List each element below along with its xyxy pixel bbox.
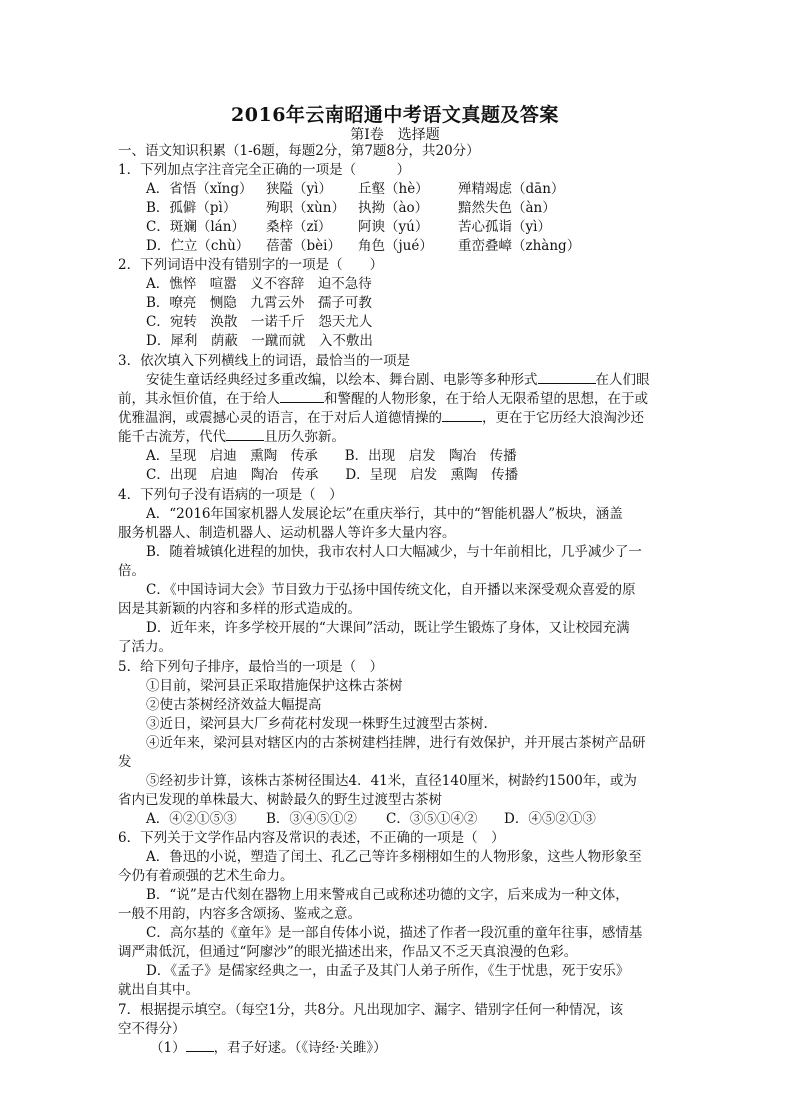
q1-b-3: 执拗（ào） (358, 200, 429, 216)
answer-blank[interactable] (538, 371, 596, 384)
q5-sentence-5-line-1: ⑤经初步计算，该株古茶树径围达4．41米，直径140厘米，树龄约1500年，或为 (146, 773, 637, 789)
q6-option-c-line-2: 调严肃低沉，但通过“阿廖沙”的眼光描述出来，作品又不乏天真浪漫的色彩。 (118, 944, 578, 960)
q5-sentence-3: ③近日，梁河县大厂乡荷花村发现一株野生过渡型古茶树. (146, 716, 488, 732)
question-7-stem-line-2: 空不得分） (118, 1021, 186, 1037)
q1-d-1: D．伫立（chù） (146, 238, 250, 254)
q4-option-d-line-1: D．近年来，许多学校开展的“大课间”活动，既让学生锻炼了身体，又让校园充满 (146, 620, 630, 636)
q3-options-cd: C．出现 启迪 陶冶 传承 D．呈现 启发 熏陶 传播 (146, 467, 519, 483)
q1-b-2: 殉职（xùn） (266, 200, 346, 216)
q6-option-b-line-1: B．“说”是古代刻在器物上用来警戒自己或称述功德的文字，后来成为一种文体， (146, 887, 629, 903)
q1-a-4: 殚精竭虑（dān） (458, 181, 565, 197)
q6-option-d-line-2: 就出自其中。 (118, 982, 199, 998)
q3-text: 且历久弥新。 (264, 429, 345, 445)
q4-option-a-line-1: A．“2016年国家机器人发展论坛”在重庆举行，其中的“智能机器人”板块，涵盖 (146, 506, 623, 522)
answer-blank[interactable] (226, 428, 264, 441)
q5-sentence-4-line-2: 发 (118, 754, 132, 770)
q1-c-1: C．斑斓（lán） (146, 219, 245, 235)
q1-c-3: 阿谀（yú） (358, 219, 429, 235)
q5-sentence-1: ①目前，梁河县正采取措施保护这株古茶树 (146, 678, 403, 694)
q6-option-c-line-1: C．高尔基的《童年》是一部自传体小说，描述了作者一段沉重的童年往事，感情基 (146, 925, 643, 941)
q3-passage-line-1 (146, 371, 650, 390)
question-5-stem: 5．给下列句子排序，最恰当的一项是（ ） (118, 659, 384, 675)
q1-b-1: B．孤僻（pì） (146, 200, 237, 216)
question-1-stem: 1．下列加点字注音完全正确的一项是（ ） (118, 162, 411, 178)
q1-d-4: 重峦叠嶂（zhàng） (458, 238, 581, 254)
q5-option-c: C．③⑤①④② (386, 811, 478, 827)
q1-c-2: 桑梓（zǐ） (266, 219, 332, 235)
q4-option-b-line-2: 倍。 (118, 563, 145, 579)
q2-option-d: D．犀利 荫蔽 一蹴而就 入不敷出 (146, 333, 373, 349)
q4-option-b-line-1: B．随着城镇化进程的加快，我市农村人口大幅减少，与十年前相比，几乎减少了一 (146, 544, 642, 560)
q2-option-a: A．憔悴 喧嚣 义不容辞 迫不急待 (146, 276, 372, 292)
q1-d-2: 蓓蕾（bèi） (266, 238, 341, 254)
question-6-stem: 6．下列关于文学作品内容及常识的表述，不正确的一项是（ ） (118, 830, 505, 846)
answer-blank[interactable] (186, 1039, 214, 1052)
question-2-stem: 2．下列词语中没有错别字的一项是（ ） (118, 257, 384, 273)
q3-passage-line-2 (118, 390, 648, 409)
q4-option-c-line-2: 因是其新颖的内容和多样的形式造成的。 (118, 601, 361, 617)
q5-option-d: D．④⑤②①③ (504, 811, 596, 827)
q5-option-a: A．④②①⑤③ (146, 811, 237, 827)
q3-text: 优雅温润，或震撼心灵的语言，在于对后人道德情操的 (118, 410, 442, 426)
q1-c-4: 苦心孤诣（yì） (458, 219, 551, 235)
question-4-stem: 4．下列句子没有语病的一项是（ ） (118, 487, 343, 503)
q5-sentence-4-line-1: ④近年来，梁河县对辖区内的古茶树建档挂牌，进行有效保护，并开展古茶树产品研 (146, 735, 646, 751)
q6-option-a-line-2: 今仍有着顽强的艺术生命力。 (118, 868, 294, 884)
q3-text: 能千古流芳，代代 (118, 429, 226, 445)
q6-option-a-line-1: A．鲁迅的小说，塑造了闰土、孔乙己等许多栩栩如生的人物形象，这些人物形象至 (146, 849, 642, 865)
q7-item-number: （1） (150, 1040, 186, 1056)
q1-a-2: 狭隘（yì） (266, 181, 332, 197)
q7-item-text: ，君子好逑。（《诗经·关雎》） (213, 1040, 387, 1056)
q3-passage-line-4 (118, 428, 345, 447)
q3-text: 前，其永恒价值，在于给人 (118, 391, 280, 407)
question-7-stem-line-1: 7．根据提示填空。（每空1分，共8分。凡出现加字、漏字、错别字任何一种情况，该 (118, 1002, 624, 1018)
q5-sentence-5-line-2: 省内已发现的单株最大、树龄最久的野生过渡型古茶树 (118, 792, 442, 808)
q1-a-3: 丘壑（hè） (358, 181, 429, 197)
section-subtitle: 第Ⅰ卷 选择题 (350, 127, 440, 143)
answer-blank[interactable] (442, 409, 482, 422)
q2-option-c: C．宛转 涣散 一诺千斤 怨天尤人 (146, 314, 373, 330)
q6-option-b-line-2: 一般不用韵，内容多含颂扬、鉴戒之意。 (118, 906, 361, 922)
q3-text: ，更在于它历经大浪淘沙还 (482, 410, 644, 426)
page-title: 2016年云南昭通中考语文真题及答案 (231, 104, 559, 126)
question-3-stem: 3．依次填入下列横线上的词语，最恰当的一项是 (118, 353, 411, 369)
q1-a-1: A．省悟（xǐng） (146, 181, 253, 197)
section-heading: 一、语文知识积累（1-6题，每题2分，第7题8分，共20分） (118, 143, 480, 159)
q3-text: 在人们眼 (595, 372, 650, 388)
q7-item-1 (150, 1039, 387, 1058)
q3-text: 安徒生童话经典经过多重改编，以绘本、舞台剧、电影等多种形式 (146, 372, 538, 388)
q3-text: 和警醒的人物形象，在于给人无限希望的思想，在于或 (324, 391, 648, 407)
q3-passage-line-3 (118, 409, 644, 428)
answer-blank[interactable] (280, 390, 324, 403)
q2-option-b: B．嘹亮 恻隐 九霄云外 孺子可教 (146, 295, 372, 311)
q1-b-4: 黯然失色（àn） (458, 200, 556, 216)
q5-option-b: B．③④⑤①② (266, 811, 357, 827)
q4-option-a-line-2: 服务机器人、制造机器人、运动机器人等许多大量内容。 (118, 525, 456, 541)
q3-options-ab: A．呈现 启迪 熏陶 传承 B．出现 启发 陶冶 传播 (146, 448, 517, 464)
q1-d-3: 角色（jué） (358, 238, 433, 254)
q4-option-d-line-2: 了活力。 (118, 639, 172, 655)
q5-sentence-2: ②使古茶树经济效益大幅提高 (146, 697, 322, 713)
q4-option-c-line-1: C．《中国诗词大会》节目致力于弘扬中国传统文化，自开播以来深受观众喜爱的原 (146, 582, 636, 598)
q6-option-d-line-1: D．《孟子》是儒家经典之一，由孟子及其门人弟子所作，《生于忧患，死于安乐》 (146, 963, 630, 979)
